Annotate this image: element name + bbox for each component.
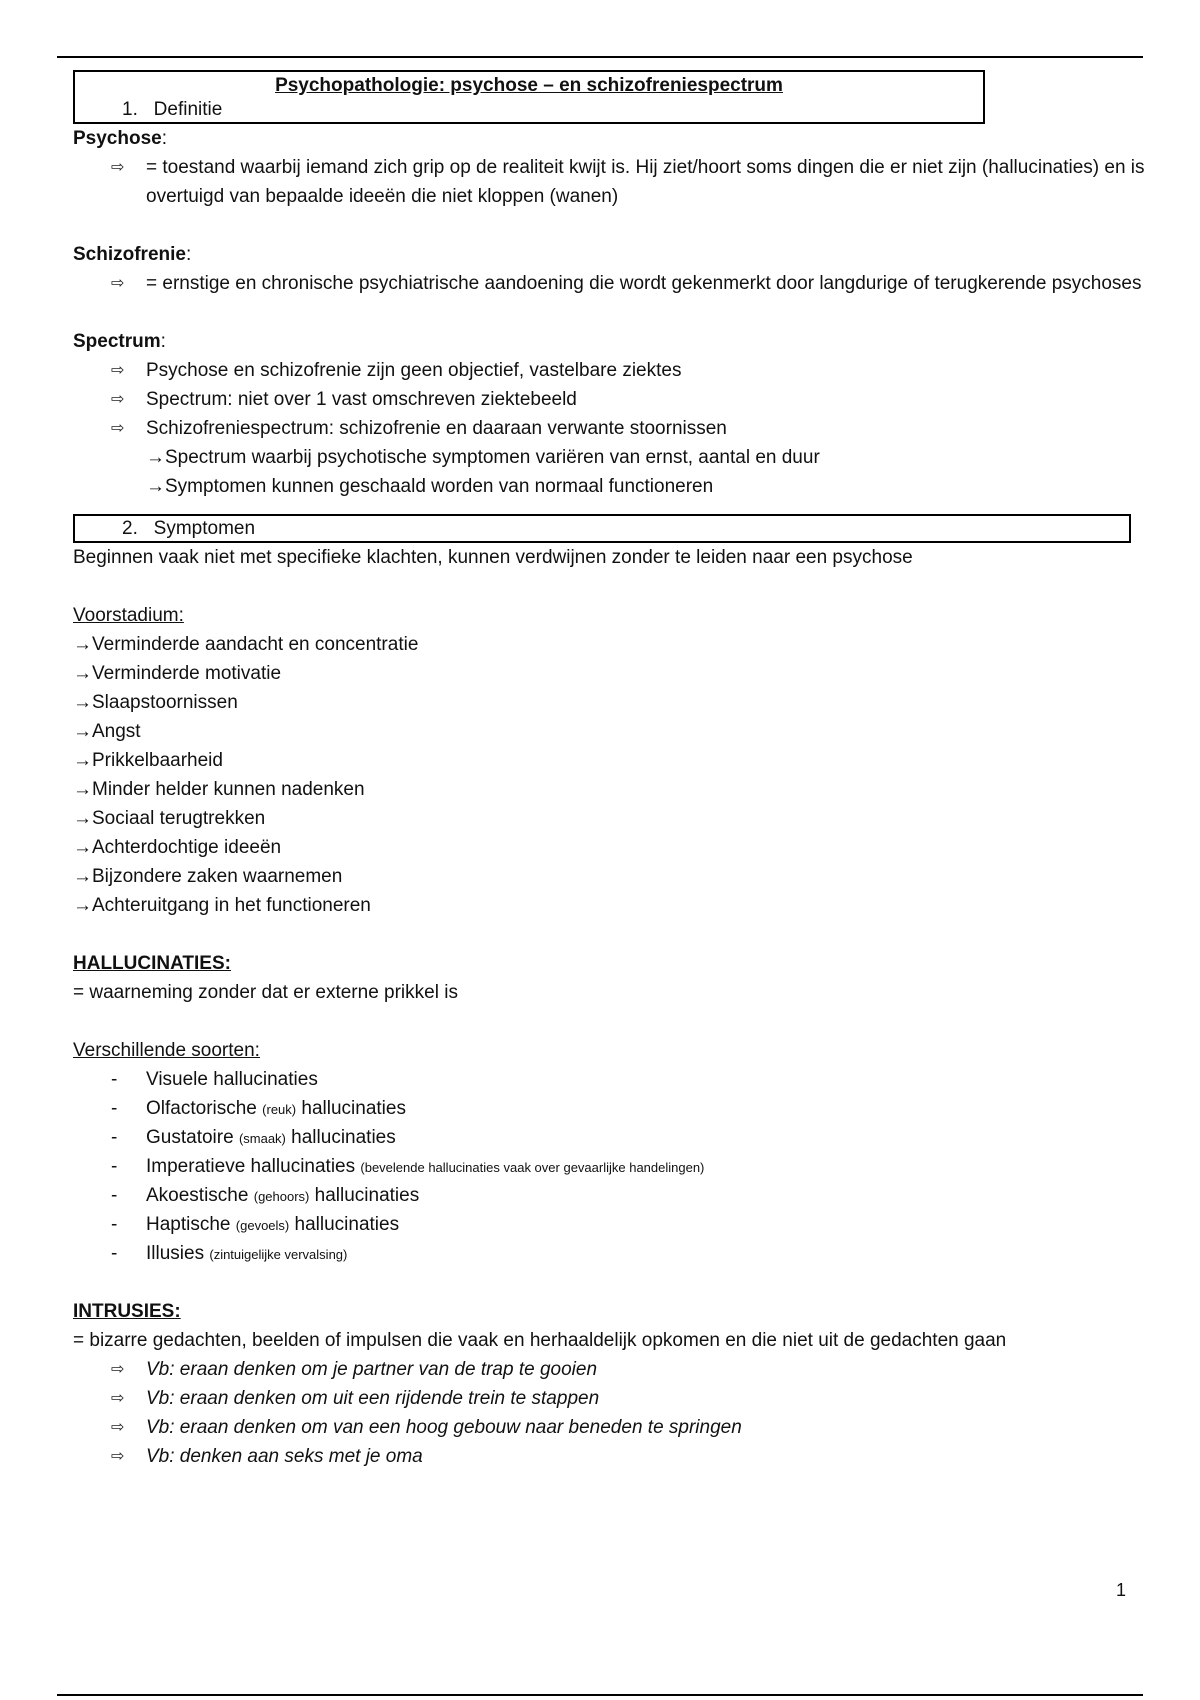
intrusie-example: ⇨ Vb: denken aan seks met je oma (73, 1442, 1143, 1471)
arrow-outline-icon: ⇨ (111, 1390, 125, 1407)
page-number: 1 (1116, 1580, 1127, 1600)
schizofrenie-heading: Schizofrenie: (73, 244, 192, 265)
top-rule (57, 56, 1143, 58)
voorstadium-item: →Sociaal terugtrekken (73, 808, 266, 829)
voorstadium-heading: Voorstadium: (73, 605, 184, 626)
arrow-outline-icon: ⇨ (111, 275, 125, 292)
psychose-label: Psychose (73, 128, 162, 149)
bottom-rule (57, 1694, 1143, 1696)
voorstadium-item: →Bijzondere zaken waarnemen (73, 866, 343, 887)
section-2-box (73, 514, 1131, 543)
soort-item: - Visuele hallucinaties (73, 1065, 1143, 1094)
arrow-outline-icon: ⇨ (111, 1361, 125, 1378)
spectrum-bullet: ⇨ Spectrum: niet over 1 vast omschreven ziektebeeld (73, 385, 1143, 414)
arrow-outline-icon: ⇨ (111, 1419, 125, 1436)
voorstadium-item: →Minder helder kunnen nadenken (73, 779, 365, 800)
symptomen-intro: Beginnen vaak niet met specifieke klachten, kunnen verdwijnen zonder te leiden naar een psychose (73, 547, 913, 568)
spectrum-sub-item: →Spectrum waarbij psychotische symptomen variëren van ernst, aantal en duur (146, 447, 820, 468)
schizofrenie-label: Schizofrenie (73, 244, 186, 265)
schizofrenie-bullet: ⇨ = ernstige en chronische psychiatrische aandoening die wordt gekenmerkt door langdurige of terugkerende psychoses (73, 269, 1146, 298)
voorstadium-item: →Slaapstoornissen (73, 692, 238, 713)
title-box (73, 70, 985, 124)
arrow-outline-icon: ⇨ (111, 420, 125, 437)
arrow-outline-icon: ⇨ (111, 391, 125, 408)
spectrum-heading: Spectrum: (73, 331, 166, 352)
intrusie-example: ⇨ Vb: eraan denken om van een hoog gebouw naar beneden te springen (73, 1413, 1143, 1442)
section-2-heading: 2. Symptomen (122, 518, 256, 539)
spectrum-bullet: ⇨ Schizofreniespectrum: schizofrenie en daaraan verwante stoornissen (73, 414, 1143, 443)
hallucinaties-heading: HALLUCINATIES: (73, 953, 231, 974)
voorstadium-item: →Angst (73, 721, 141, 742)
intrusies-definition: = bizarre gedachten, beelden of impulsen die vaak en herhaaldelijk opkomen en die niet uit de gedachten gaan (73, 1330, 1007, 1351)
intrusie-example: ⇨ Vb: eraan denken om je partner van de trap te gooien (73, 1355, 1143, 1384)
hallucinaties-definition: = waarneming zonder dat er externe prikkel is (73, 982, 458, 1003)
arrow-outline-icon: ⇨ (111, 362, 125, 379)
dash-marker: - (111, 1185, 118, 1206)
intrusies-heading: INTRUSIES: (73, 1301, 181, 1322)
soort-item: - Olfactorische (reuk) hallucinaties (73, 1094, 1143, 1123)
soort-item: - Akoestische (gehoors) hallucinaties (73, 1181, 1143, 1210)
psychose-bullet: ⇨ = toestand waarbij iemand zich grip op de realiteit kwijt is. Hij ziet/hoort soms dingen die er niet zijn (hallucinaties) en is overtuigd van bepaalde ideeën die niet kloppen (wanen) (73, 153, 1146, 211)
intrusie-example: ⇨ Vb: eraan denken om uit een rijdende trein te stappen (73, 1384, 1143, 1413)
document-page (73, 70, 1143, 1471)
dash-marker: - (111, 1156, 118, 1177)
voorstadium-item: →Achteruitgang in het functioneren (73, 895, 371, 916)
spectrum-sub-item: →Symptomen kunnen geschaald worden van normaal functioneren (146, 476, 714, 497)
voorstadium-item: →Achterdochtige ideeën (73, 837, 282, 858)
dash-marker: - (111, 1069, 118, 1090)
dash-marker: - (111, 1243, 118, 1264)
soort-item: - Haptische (gevoels) hallucinaties (73, 1210, 1143, 1239)
dash-marker: - (111, 1127, 118, 1148)
page-title: Psychopathologie: psychose – en schizofreniespectrum (275, 75, 783, 96)
section-1-heading: 1. Definitie (122, 99, 223, 120)
arrow-outline-icon: ⇨ (111, 159, 125, 176)
voorstadium-item: →Prikkelbaarheid (73, 750, 223, 771)
voorstadium-item: →Verminderde aandacht en concentratie (73, 634, 419, 655)
dash-marker: - (111, 1214, 118, 1235)
soort-item: - Gustatoire (smaak) hallucinaties (73, 1123, 1143, 1152)
voorstadium-item: →Verminderde motivatie (73, 663, 282, 684)
spectrum-bullet: ⇨ Psychose en schizofrenie zijn geen objectief, vastelbare ziektes (73, 356, 1143, 385)
psychose-heading: Psychose: (73, 128, 168, 149)
soort-item: - Illusies (zintuigelijke vervalsing) (73, 1239, 1143, 1268)
soorten-heading: Verschillende soorten: (73, 1040, 260, 1061)
dash-marker: - (111, 1098, 118, 1119)
arrow-outline-icon: ⇨ (111, 1448, 125, 1465)
soort-item: - Imperatieve hallucinaties (bevelende hallucinaties vaak over gevaarlijke handelingen) (73, 1152, 1143, 1181)
spectrum-label: Spectrum (73, 331, 161, 352)
